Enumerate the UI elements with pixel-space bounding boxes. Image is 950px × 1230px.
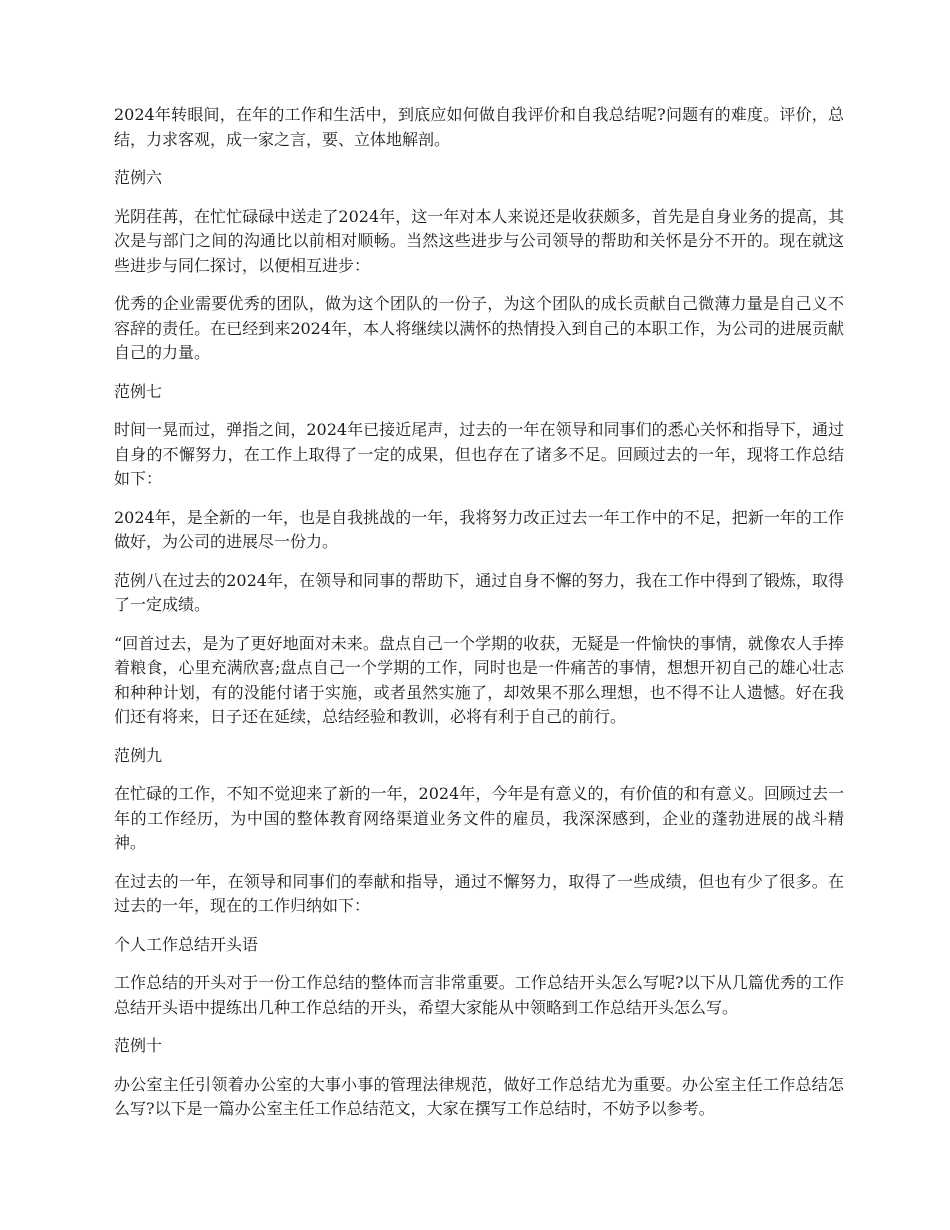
paragraph-example-6-a: 光阴荏苒，在忙忙碌碌中送走了2024年，这一年对本人来说还是收获颇多，首先是自身业务的提高，其次是与部门之间的沟通比以前相对顺畅。当然这些进步与公司领导的帮助和关怀是分不开的。现在就这些进步与同仁探讨，以便相互进步： bbox=[114, 206, 844, 275]
paragraph-example-9-b: 在过去的一年，在领导和同事们的奉献和指导，通过不懈努力，取得了一些成绩，但也有少了很多。在过去的一年，现在的工作归纳如下： bbox=[114, 871, 844, 915]
heading-example-7: 范例七 bbox=[114, 381, 163, 401]
paragraph-quote: “回首过去，是为了更好地面对未来。盘点自己一个学期的收获，无疑是一件愉快的事情，就像农人手捧着粮食，心里充满欣喜;盘点自己一个学期的工作，同时也是一件痛苦的事情，想想开初自己的雄心壮志和种种计划，有的没能付诸于实施，或者虽然实施了，却效果不那么理想，也不得不让人遗憾。好在我们还有将来，日子还在延续，总结经验和教训，必将有利于自己的前行。 bbox=[114, 633, 844, 726]
heading-example-9: 范例九 bbox=[114, 745, 163, 765]
paragraph-example-8: 范例八在过去的2024年，在领导和同事的帮助下，通过自身不懈的努力，我在工作中得到了锻炼，取得了一定成绩。 bbox=[114, 570, 844, 614]
document-page bbox=[114, 103, 844, 1136]
paragraph-intro: 2024年转眼间，在年的工作和生活中，到底应如何做自我评价和自我总结呢?问题有的难度。评价，总结，力求客观，成一家之言，要、立体地解剖。 bbox=[114, 105, 844, 149]
paragraph-example-7-b: 2024年，是全新的一年，也是自我挑战的一年，我将努力改正过去一年工作中的不足，把新一年的工作做好，为公司的进展尽一份力。 bbox=[114, 507, 844, 551]
paragraph-example-7-a: 时间一晃而过，弹指之间，2024年已接近尾声，过去的一年在领导和同事们的悉心关怀和指导下，通过自身的不懈努力，在工作上取得了一定的成果，但也存在了诸多不足。回顾过去的一年，现将工作总结如下： bbox=[114, 420, 844, 488]
heading-opening-phrases: 个人工作总结开头语 bbox=[114, 934, 259, 954]
paragraph-example-10: 办公室主任引领着办公室的大事小事的管理法律规范，做好工作总结尤为重要。办公室主任工作总结怎么写?以下是一篇办公室主任工作总结范文，大家在撰写工作总结时，不妨予以参考。 bbox=[114, 1074, 844, 1118]
heading-example-6: 范例六 bbox=[114, 168, 163, 187]
paragraph-example-9-a: 在忙碌的工作，不知不觉迎来了新的一年，2024年，今年是有意义的，有价值的和有意义。回顾过去一年的工作经历，为中国的整体教育网络渠道业务文件的雇员，我深深感到，企业的蓬勃进展的战斗精神。 bbox=[114, 784, 844, 852]
heading-example-10: 范例十 bbox=[114, 1036, 163, 1055]
paragraph-example-6-b: 优秀的企业需要优秀的团队，做为这个团队的一份子，为这个团队的成长贡献自己微薄力量是自己义不容辞的责任。在已经到来2024年，本人将继续以满怀的热情投入到自己的本职工作，为公司的进展贡献自己的力量。 bbox=[114, 294, 844, 362]
paragraph-opening-phrases: 工作总结的开头对于一份工作总结的整体而言非常重要。工作总结开头怎么写呢?以下从几篇优秀的工作总结开头语中提练出几种工作总结的开头，希望大家能从中领略到工作总结开头怎么写。 bbox=[114, 973, 844, 1017]
